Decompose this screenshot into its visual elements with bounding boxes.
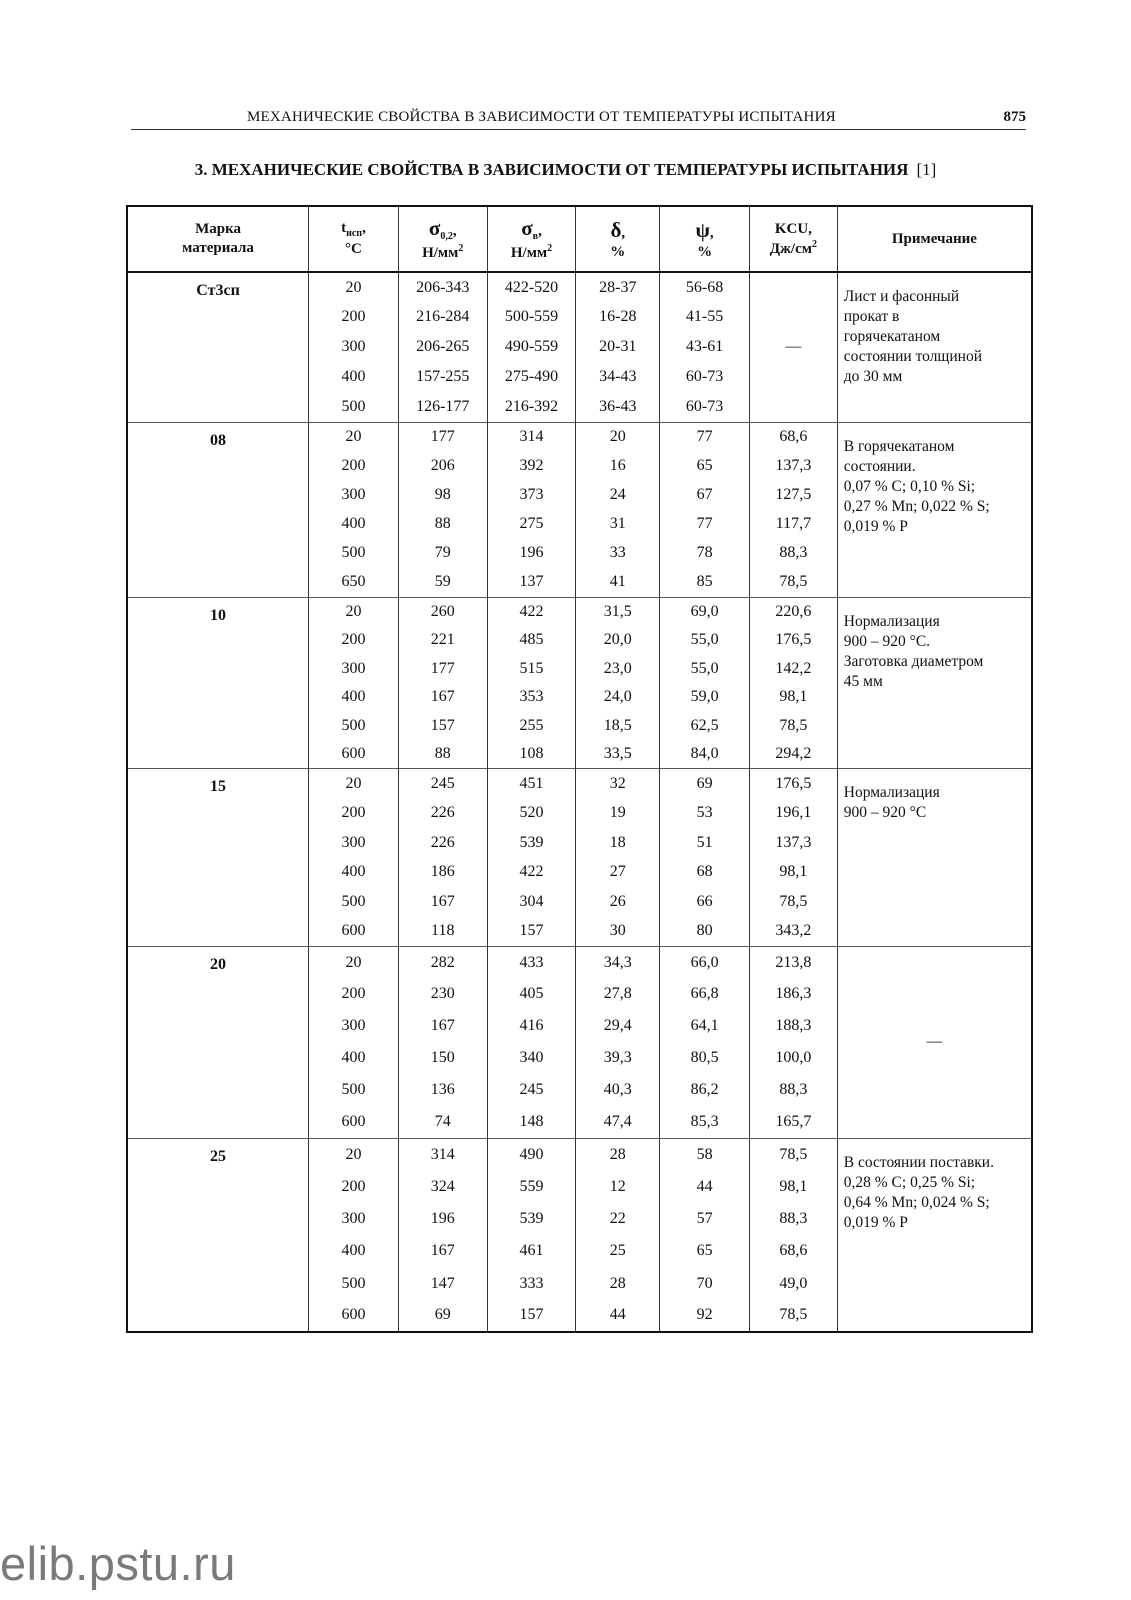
cell-temperature: 400: [309, 1235, 399, 1267]
cell-impact-toughness: 165,7: [749, 1106, 837, 1138]
cell-reduction-of-area: 43-61: [660, 332, 750, 362]
cell-note: [837, 272, 1032, 422]
note-line: состоянии толщиной: [843, 348, 982, 365]
table-header-row: [127, 206, 1032, 272]
cell-temperature: 300: [309, 332, 399, 362]
cell-reduction-of-area: 69: [660, 769, 750, 799]
cell-tensile-strength: 451: [487, 769, 576, 799]
cell-reduction-of-area: 53: [660, 798, 750, 828]
cell-temperature: 400: [309, 1042, 399, 1074]
cell-elongation: 20: [576, 422, 660, 451]
cell-tensile-strength: 137: [487, 568, 576, 597]
cell-impact-toughness: 142,2: [749, 654, 837, 683]
cell-impact-toughness: 88,3: [749, 539, 837, 568]
page-number: 875: [1003, 109, 1026, 125]
cell-elongation: 12: [576, 1171, 660, 1203]
cell-tensile-strength: 216-392: [487, 392, 576, 422]
cell-yield-strength: 167: [398, 1235, 487, 1267]
cell-temperature: 600: [309, 1300, 399, 1332]
cell-tensile-strength: 422: [487, 857, 576, 887]
cell-reduction-of-area: 65: [660, 451, 750, 480]
cell-yield-strength: 150: [398, 1042, 487, 1074]
cell-yield-strength: 226: [398, 828, 487, 858]
cell-elongation: 24,0: [576, 683, 660, 712]
cell-yield-strength: 324: [398, 1171, 487, 1203]
note-line: горячекатаном: [843, 328, 941, 345]
note-line: прокат в: [843, 308, 900, 325]
cell-temperature: 20: [309, 769, 399, 799]
cell-elongation: 31,5: [576, 597, 660, 626]
cell-yield-strength: 69: [398, 1300, 487, 1332]
cell-reduction-of-area: 62,5: [660, 712, 750, 741]
cell-elongation: 18,5: [576, 712, 660, 741]
cell-tensile-strength: 373: [487, 480, 576, 509]
cell-elongation: 28: [576, 1138, 660, 1170]
cell-tensile-strength: 392: [487, 451, 576, 480]
cell-elongation: 22: [576, 1203, 660, 1235]
cell-tensile-strength: 539: [487, 1203, 576, 1235]
cell-yield-strength: 147: [398, 1267, 487, 1299]
cell-tensile-strength: 416: [487, 1010, 576, 1042]
table-row: [127, 1138, 1032, 1170]
cell-yield-strength: 79: [398, 539, 487, 568]
cell-yield-strength: 88: [398, 510, 487, 539]
watermark: elib.pstu.ru: [0, 1537, 236, 1590]
cell-reduction-of-area: 85: [660, 568, 750, 597]
running-head: [131, 105, 1026, 130]
header-yield-strength: $\sigma_{0,2}$, $Н/мм^2$: [398, 206, 487, 272]
cell-temperature: 500: [309, 712, 399, 741]
cell-elongation: 32: [576, 769, 660, 799]
cell-temperature: 20: [309, 1138, 399, 1170]
cell-temperature: 300: [309, 828, 399, 858]
cell-yield-strength: 167: [398, 683, 487, 712]
cell-impact-toughness: 68,6: [749, 1235, 837, 1267]
cell-reduction-of-area: 66,8: [660, 978, 750, 1010]
cell-yield-strength: 167: [398, 887, 487, 917]
cell-tensile-strength: 405: [487, 978, 576, 1010]
cell-tensile-strength: 245: [487, 1074, 576, 1106]
header-grade: Марка материала: [127, 206, 309, 272]
cell-tensile-strength: 314: [487, 422, 576, 451]
cell-reduction-of-area: 59,0: [660, 683, 750, 712]
cell-elongation: 26: [576, 887, 660, 917]
cell-impact-toughness: 98,1: [749, 1171, 837, 1203]
cell-note: —: [837, 946, 1032, 1138]
cell-tensile-strength: 275: [487, 510, 576, 539]
cell-tensile-strength: 157: [487, 917, 576, 947]
cell-tensile-strength: 148: [487, 1106, 576, 1138]
cell-temperature: 20: [309, 946, 399, 978]
cell-temperature: 600: [309, 917, 399, 947]
cell-yield-strength: 74: [398, 1106, 487, 1138]
cell-reduction-of-area: 66,0: [660, 946, 750, 978]
cell-impact-toughness: 98,1: [749, 857, 837, 887]
cell-elongation: 20-31: [576, 332, 660, 362]
header-impact-toughness: KCU, $Дж/см^2$: [749, 206, 837, 272]
cell-yield-strength: 157-255: [398, 362, 487, 392]
cell-elongation: 28-37: [576, 272, 660, 302]
cell-impact-toughness: 176,5: [749, 626, 837, 655]
cell-yield-strength: 226: [398, 798, 487, 828]
cell-yield-strength: 216-284: [398, 302, 487, 332]
cell-reduction-of-area: 92: [660, 1300, 750, 1332]
cell-temperature: 650: [309, 568, 399, 597]
cell-elongation: 16-28: [576, 302, 660, 332]
cell-elongation: 31: [576, 510, 660, 539]
cell-yield-strength: 118: [398, 917, 487, 947]
cell-elongation: 44: [576, 1300, 660, 1332]
cell-impact-toughness: 188,3: [749, 1010, 837, 1042]
cell-impact-toughness: 49,0: [749, 1267, 837, 1299]
cell-reduction-of-area: 84,0: [660, 740, 750, 769]
note-line: В горячекатаном: [843, 437, 955, 455]
cell-temperature: 20: [309, 272, 399, 302]
cell-impact-toughness: 78,5: [749, 568, 837, 597]
cell-reduction-of-area: 60-73: [660, 392, 750, 422]
header-tensile-strength: $\sigma_в$, $Н/мм^2$: [487, 206, 576, 272]
note-line: 900 – 920 °С: [843, 804, 927, 822]
cell-reduction-of-area: 64,1: [660, 1010, 750, 1042]
cell-elongation: 19: [576, 798, 660, 828]
cell-temperature: 500: [309, 392, 399, 422]
cell-elongation: 28: [576, 1267, 660, 1299]
cell-note: [837, 597, 1032, 769]
cell-elongation: 47,4: [576, 1106, 660, 1138]
note-line: 45 мм: [843, 672, 883, 690]
table-row: [127, 272, 1032, 302]
cell-yield-strength: 206-343: [398, 272, 487, 302]
cell-tensile-strength: 108: [487, 740, 576, 769]
header-reduction-of-area: ψ, %: [660, 206, 750, 272]
cell-reduction-of-area: 41-55: [660, 302, 750, 332]
cell-elongation: 23,0: [576, 654, 660, 683]
cell-grade: 15: [127, 769, 309, 947]
cell-yield-strength: 186: [398, 857, 487, 887]
cell-temperature: 400: [309, 510, 399, 539]
cell-temperature: 20: [309, 597, 399, 626]
cell-elongation: 36-43: [576, 392, 660, 422]
cell-grade: Ст3сп: [127, 272, 309, 422]
cell-yield-strength: 177: [398, 422, 487, 451]
note-line: Лист и фасонный: [843, 288, 960, 305]
note-line: Нормализация: [843, 612, 940, 630]
cell-reduction-of-area: 86,2: [660, 1074, 750, 1106]
cell-reduction-of-area: 80: [660, 917, 750, 947]
cell-reduction-of-area: 55,0: [660, 626, 750, 655]
cell-tensile-strength: 255: [487, 712, 576, 741]
cell-elongation: 33,5: [576, 740, 660, 769]
note-line: 900 – 920 °С.: [843, 632, 931, 650]
cell-yield-strength: 282: [398, 946, 487, 978]
cell-yield-strength: 206: [398, 451, 487, 480]
cell-tensile-strength: 490: [487, 1138, 576, 1170]
cell-note: [837, 422, 1032, 597]
cell-grade: 25: [127, 1138, 309, 1332]
cell-temperature: 300: [309, 654, 399, 683]
cell-yield-strength: 314: [398, 1138, 487, 1170]
cell-note: [837, 769, 1032, 947]
table-row: [127, 597, 1032, 626]
properties-table: [126, 205, 1033, 1333]
cell-impact-toughness: 186,3: [749, 978, 837, 1010]
cell-impact-toughness: 294,2: [749, 740, 837, 769]
table-row: [127, 946, 1032, 978]
cell-temperature: 200: [309, 798, 399, 828]
cell-reduction-of-area: 44: [660, 1171, 750, 1203]
cell-impact-toughness: 88,3: [749, 1203, 837, 1235]
cell-elongation: 25: [576, 1235, 660, 1267]
cell-temperature: 300: [309, 1203, 399, 1235]
note-line: 0,27 % Mn; 0,022 % S;: [843, 497, 990, 515]
cell-impact-toughness: 78,5: [749, 1138, 837, 1170]
table-title-text: 3. МЕХАНИЧЕСКИЕ СВОЙСТВА В ЗАВИСИМОСТИ ОТ ТЕМПЕРАТУРЫ ИСПЫТАНИЯ: [194, 160, 909, 179]
cell-elongation: 24: [576, 480, 660, 509]
cell-tensile-strength: 422-520: [487, 272, 576, 302]
note-line: 0,64 % Mn; 0,024 % S;: [843, 1193, 990, 1211]
cell-yield-strength: 221: [398, 626, 487, 655]
cell-elongation: 30: [576, 917, 660, 947]
cell-tensile-strength: 304: [487, 887, 576, 917]
cell-temperature: 200: [309, 978, 399, 1010]
note-line: 0,019 % P: [843, 1213, 908, 1231]
cell-reduction-of-area: 70: [660, 1267, 750, 1299]
cell-note: [837, 1138, 1032, 1332]
cell-impact-toughness: 117,7: [749, 510, 837, 539]
cell-yield-strength: 157: [398, 712, 487, 741]
cell-tensile-strength: 520: [487, 798, 576, 828]
cell-elongation: 29,4: [576, 1010, 660, 1042]
cell-temperature: 20: [309, 422, 399, 451]
cell-tensile-strength: 157: [487, 1300, 576, 1332]
cell-temperature: 500: [309, 1267, 399, 1299]
cell-temperature: 500: [309, 887, 399, 917]
cell-impact-toughness: —: [749, 272, 837, 422]
cell-impact-toughness: 78,5: [749, 1300, 837, 1332]
cell-impact-toughness: 98,1: [749, 683, 837, 712]
cell-elongation: 39,3: [576, 1042, 660, 1074]
cell-reduction-of-area: 56-68: [660, 272, 750, 302]
cell-temperature: 200: [309, 302, 399, 332]
header-elongation: δ, %: [576, 206, 660, 272]
cell-temperature: 600: [309, 1106, 399, 1138]
cell-tensile-strength: 515: [487, 654, 576, 683]
note-line: 0,07 % С; 0,10 % Si;: [843, 477, 976, 495]
note-line: Нормализация: [843, 784, 940, 802]
cell-yield-strength: 206-265: [398, 332, 487, 362]
cell-impact-toughness: 78,5: [749, 887, 837, 917]
cell-elongation: 33: [576, 539, 660, 568]
cell-temperature: 400: [309, 683, 399, 712]
cell-yield-strength: 196: [398, 1203, 487, 1235]
cell-tensile-strength: 461: [487, 1235, 576, 1267]
cell-tensile-strength: 500-559: [487, 302, 576, 332]
cell-temperature: 500: [309, 1074, 399, 1106]
cell-tensile-strength: 353: [487, 683, 576, 712]
cell-yield-strength: 177: [398, 654, 487, 683]
table-row: [127, 769, 1032, 799]
cell-temperature: 300: [309, 1010, 399, 1042]
cell-yield-strength: 260: [398, 597, 487, 626]
note-line: 0,28 % С; 0,25 % Si;: [843, 1173, 976, 1191]
cell-grade: 10: [127, 597, 309, 769]
cell-tensile-strength: 559: [487, 1171, 576, 1203]
cell-reduction-of-area: 69,0: [660, 597, 750, 626]
cell-yield-strength: 126-177: [398, 392, 487, 422]
cell-impact-toughness: 127,5: [749, 480, 837, 509]
cell-reduction-of-area: 78: [660, 539, 750, 568]
cell-elongation: 41: [576, 568, 660, 597]
cell-reduction-of-area: 57: [660, 1203, 750, 1235]
cell-tensile-strength: 539: [487, 828, 576, 858]
cell-tensile-strength: 422: [487, 597, 576, 626]
cell-impact-toughness: 213,8: [749, 946, 837, 978]
cell-elongation: 20,0: [576, 626, 660, 655]
cell-temperature: 500: [309, 539, 399, 568]
cell-reduction-of-area: 80,5: [660, 1042, 750, 1074]
cell-elongation: 34-43: [576, 362, 660, 392]
table-title: [0, 160, 1131, 180]
cell-impact-toughness: 78,5: [749, 712, 837, 741]
cell-elongation: 40,3: [576, 1074, 660, 1106]
cell-temperature: 200: [309, 626, 399, 655]
cell-tensile-strength: 333: [487, 1267, 576, 1299]
cell-impact-toughness: 68,6: [749, 422, 837, 451]
header-temperature: $t_{исп}$, °C: [309, 206, 399, 272]
cell-tensile-strength: 433: [487, 946, 576, 978]
cell-tensile-strength: 490-559: [487, 332, 576, 362]
cell-temperature: 400: [309, 857, 399, 887]
cell-reduction-of-area: 51: [660, 828, 750, 858]
cell-tensile-strength: 340: [487, 1042, 576, 1074]
cell-impact-toughness: 137,3: [749, 451, 837, 480]
cell-reduction-of-area: 58: [660, 1138, 750, 1170]
cell-yield-strength: 136: [398, 1074, 487, 1106]
cell-reduction-of-area: 60-73: [660, 362, 750, 392]
note-line: до 30 мм: [843, 368, 903, 385]
cell-grade: 08: [127, 422, 309, 597]
cell-yield-strength: 167: [398, 1010, 487, 1042]
cell-impact-toughness: 137,3: [749, 828, 837, 858]
cell-elongation: 16: [576, 451, 660, 480]
cell-reduction-of-area: 67: [660, 480, 750, 509]
cell-temperature: 300: [309, 480, 399, 509]
cell-impact-toughness: 343,2: [749, 917, 837, 947]
cell-reduction-of-area: 68: [660, 857, 750, 887]
cell-reduction-of-area: 77: [660, 510, 750, 539]
cell-yield-strength: 59: [398, 568, 487, 597]
table-row: [127, 422, 1032, 451]
cell-yield-strength: 88: [398, 740, 487, 769]
note-line: В состоянии поставки.: [843, 1153, 994, 1171]
cell-temperature: 600: [309, 740, 399, 769]
cell-tensile-strength: 485: [487, 626, 576, 655]
cell-yield-strength: 245: [398, 769, 487, 799]
cell-elongation: 27: [576, 857, 660, 887]
cell-impact-toughness: 100,0: [749, 1042, 837, 1074]
table-body: [127, 272, 1032, 1332]
cell-impact-toughness: 176,5: [749, 769, 837, 799]
cell-temperature: 200: [309, 451, 399, 480]
note-line: состоянии.: [843, 457, 916, 475]
cell-reduction-of-area: 66: [660, 887, 750, 917]
cell-reduction-of-area: 85,3: [660, 1106, 750, 1138]
cell-yield-strength: 98: [398, 480, 487, 509]
cell-reduction-of-area: 77: [660, 422, 750, 451]
cell-yield-strength: 230: [398, 978, 487, 1010]
cell-reduction-of-area: 65: [660, 1235, 750, 1267]
cell-tensile-strength: 275-490: [487, 362, 576, 392]
cell-impact-toughness: 196,1: [749, 798, 837, 828]
header-note: Примечание: [837, 206, 1032, 272]
note-line: Заготовка диаметром: [843, 652, 984, 670]
running-head-title: МЕХАНИЧЕСКИЕ СВОЙСТВА В ЗАВИСИМОСТИ ОТ ТЕМПЕРАТУРЫ ИСПЫТАНИЯ: [247, 109, 836, 125]
table-title-reference: [1]: [916, 160, 937, 179]
cell-elongation: 34,3: [576, 946, 660, 978]
cell-impact-toughness: 220,6: [749, 597, 837, 626]
cell-temperature: 200: [309, 1171, 399, 1203]
cell-temperature: 400: [309, 362, 399, 392]
cell-elongation: 18: [576, 828, 660, 858]
cell-impact-toughness: 88,3: [749, 1074, 837, 1106]
note-line: 0,019 % P: [843, 517, 908, 535]
cell-tensile-strength: 196: [487, 539, 576, 568]
cell-reduction-of-area: 55,0: [660, 654, 750, 683]
cell-elongation: 27,8: [576, 978, 660, 1010]
cell-grade: 20: [127, 946, 309, 1138]
